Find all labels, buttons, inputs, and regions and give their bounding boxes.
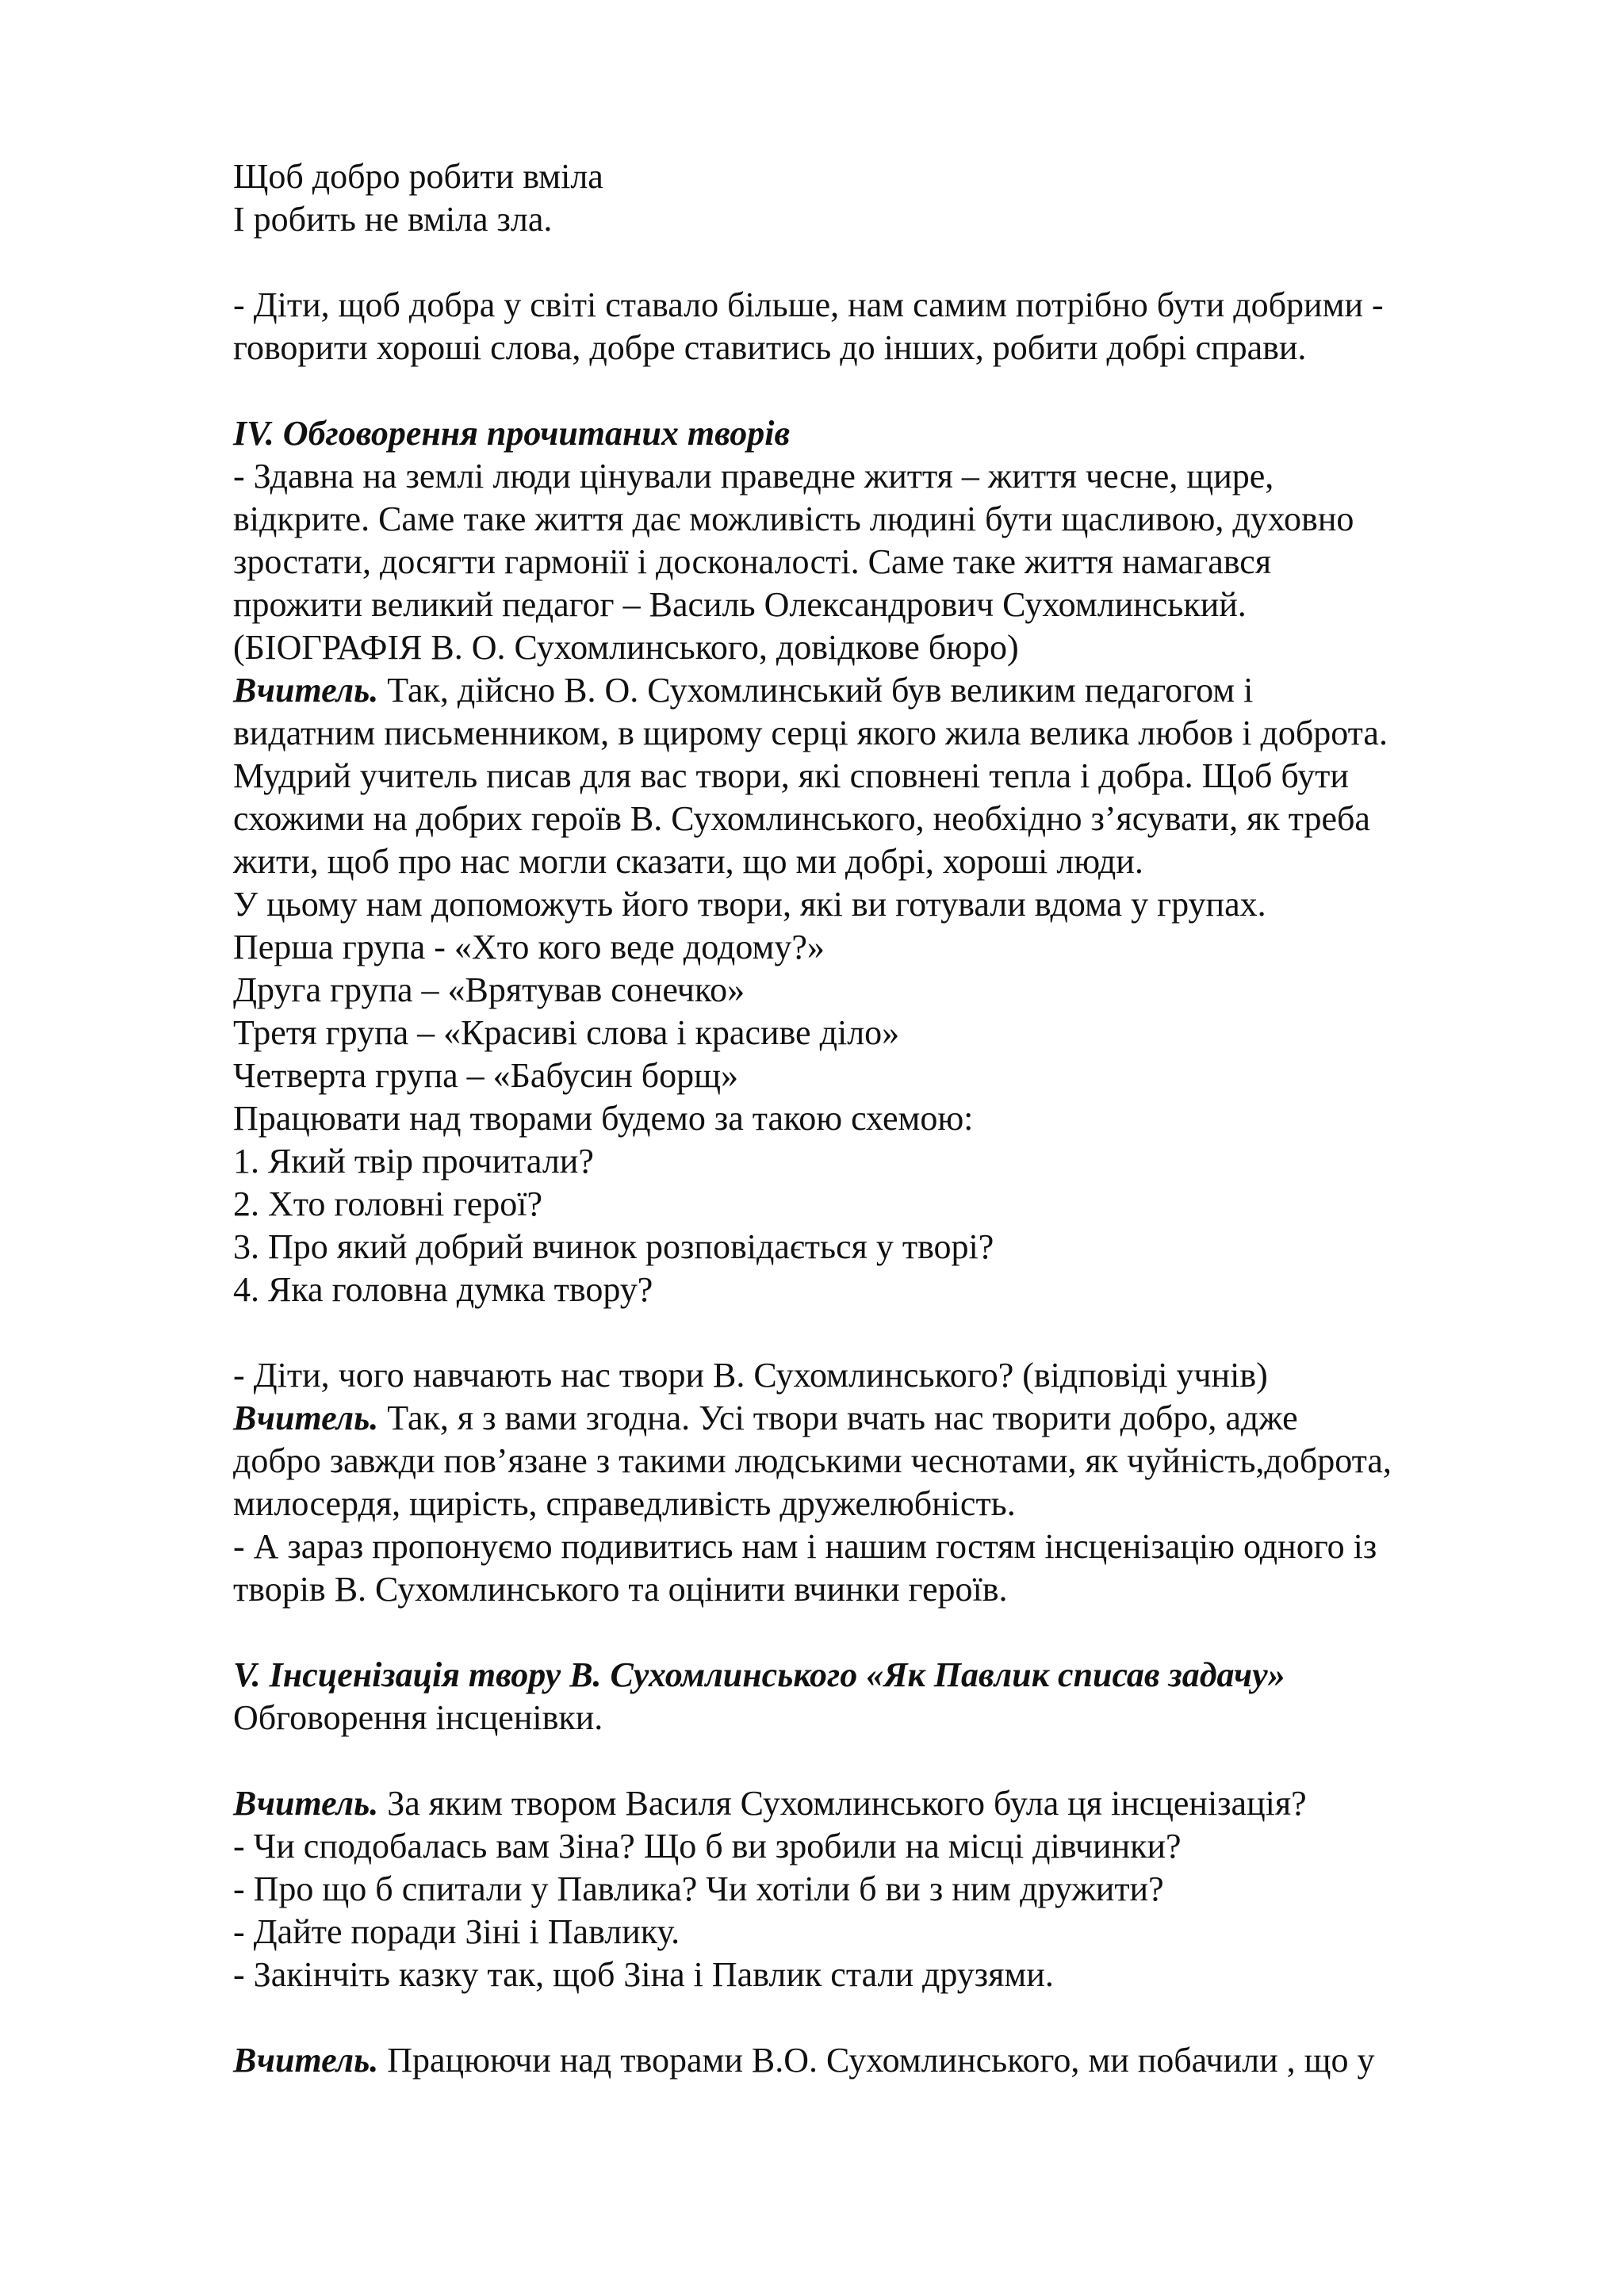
speaker-label: Вчитель. [233, 671, 379, 710]
teacher-paragraph-first-line [233, 2039, 1534, 2082]
paragraph-gap [233, 369, 1534, 412]
question-item: - Про що б спитали у Павлика? Чи хотіли б ви з ним дружити? [233, 1869, 1164, 1908]
text-line: творів В. Сухомлинського та оцінити вчинки героїв. [233, 1570, 1008, 1609]
text-line: (БІОГРАФІЯ В. О. Сухомлинського, довідкове бюро) [233, 628, 1019, 667]
text-line: У цьому нам допоможуть його твори, які ви готували вдома у групах. [233, 885, 1266, 924]
paragraph-gap [233, 1611, 1534, 1654]
text-line: жити, щоб про нас могли сказати, що ми добрі, хороші люди. [233, 842, 1143, 881]
poem-line: І робить не вміла зла. [233, 200, 553, 239]
text-line: схожими на добрих героїв В. Сухомлинського, необхідно з’ясувати, як треба [233, 799, 1370, 838]
numbered-item: 4. Яка головна думка твору? [233, 1270, 653, 1309]
group-item: Третя група – «Красиві слова і красиве діло» [233, 1013, 900, 1052]
text-line: видатним письменником, в щирому серці якого жила велика любов і доброта. [233, 714, 1388, 752]
section-heading: V. Інсценізація твору В. Сухомлинського «Як Павлик списав задачу» [233, 1655, 1285, 1694]
text-line: прожити великий педагог – Василь Олександрович Сухомлинський. [233, 585, 1247, 624]
numbered-item: 1. Який твір прочитали? [233, 1142, 594, 1181]
paragraph-gap [233, 1311, 1534, 1354]
text-line: добро завжди пов’язане з такими людськими чеснотами, як чуйність,доброта, [233, 1441, 1392, 1480]
teacher-paragraph-first-line [233, 1782, 1534, 1825]
question-item: - Закінчіть казку так, щоб Зіна і Павлик стали друзями. [233, 1955, 1054, 1994]
intro-line: - Діти, щоб добра у світі ставало більше, нам самим потрібно бути добрими - [233, 285, 1384, 324]
text-fragment: За яким твором Василя Сухомлинського була ця інсценізація? [378, 1784, 1307, 1823]
speaker-label: Вчитель. [233, 2041, 379, 2080]
numbered-item: 2. Хто головні герої? [233, 1184, 543, 1223]
poem-line: Щоб добро робити вміла [233, 157, 603, 196]
numbered-item: 3. Про який добрий вчинок розповідається у творі? [233, 1227, 994, 1266]
text-line: - А зараз пропонуємо подивитись нам і нашим гостям інсценізацію одного із [233, 1527, 1377, 1566]
text-line: Мудрий учитель писав для вас твори, які сповнені тепла і добра. Щоб бути [233, 756, 1349, 795]
text-fragment: Так, я з вами згодна. Усі твори вчать нас творити добро, адже [378, 1399, 1298, 1437]
teacher-paragraph-first-line [233, 669, 1534, 712]
document-body [233, 155, 1534, 2082]
group-item: Друга група – «Врятував сонечко» [233, 970, 745, 1009]
teacher-paragraph-first-line [233, 1397, 1534, 1440]
intro-line: говорити хороші слова, добре ставитись до інших, робити добрі справи. [233, 328, 1307, 367]
paragraph-gap [233, 1739, 1534, 1782]
paragraph-gap [233, 1996, 1534, 2039]
question-item: - Дайте поради Зіні і Павлику. [233, 1912, 680, 1951]
paragraph-gap [233, 241, 1534, 284]
text-line: відкрите. Саме таке життя дає можливість людині бути щасливою, духовно [233, 499, 1354, 538]
speaker-label: Вчитель. [233, 1784, 379, 1823]
text-fragment: Так, дійсно В. О. Сухомлинський був великим педагогом і [378, 671, 1254, 710]
group-item: Перша група - «Хто кого веде додому?» [233, 928, 825, 966]
text-line: Обговорення інсценівки. [233, 1698, 603, 1737]
question-line: - Діти, чого навчають нас твори В. Сухомлинського? (відповіді учнів) [233, 1356, 1268, 1395]
question-item: - Чи сподобалась вам Зіна? Що б ви зробили на місці дівчинки? [233, 1827, 1182, 1866]
text-fragment: Працюючи над творами В.О. Сухомлинського, ми побачили , що у [378, 2041, 1375, 2080]
text-line: милосердя, щирість, справедливість дружелюбність. [233, 1484, 1016, 1523]
text-line: Працювати над творами будемо за такою схемою: [233, 1099, 974, 1138]
group-item: Четверта група – «Бабусин борщ» [233, 1056, 739, 1095]
speaker-label: Вчитель. [233, 1399, 379, 1437]
section-heading: IV. Обговорення прочитаних творів [233, 414, 791, 453]
text-line: - Здавна на землі люди цінували праведне життя – життя чесне, щире, [233, 457, 1274, 496]
text-line: зростати, досягти гармонії і досконалості. Саме таке життя намагався [233, 542, 1272, 581]
